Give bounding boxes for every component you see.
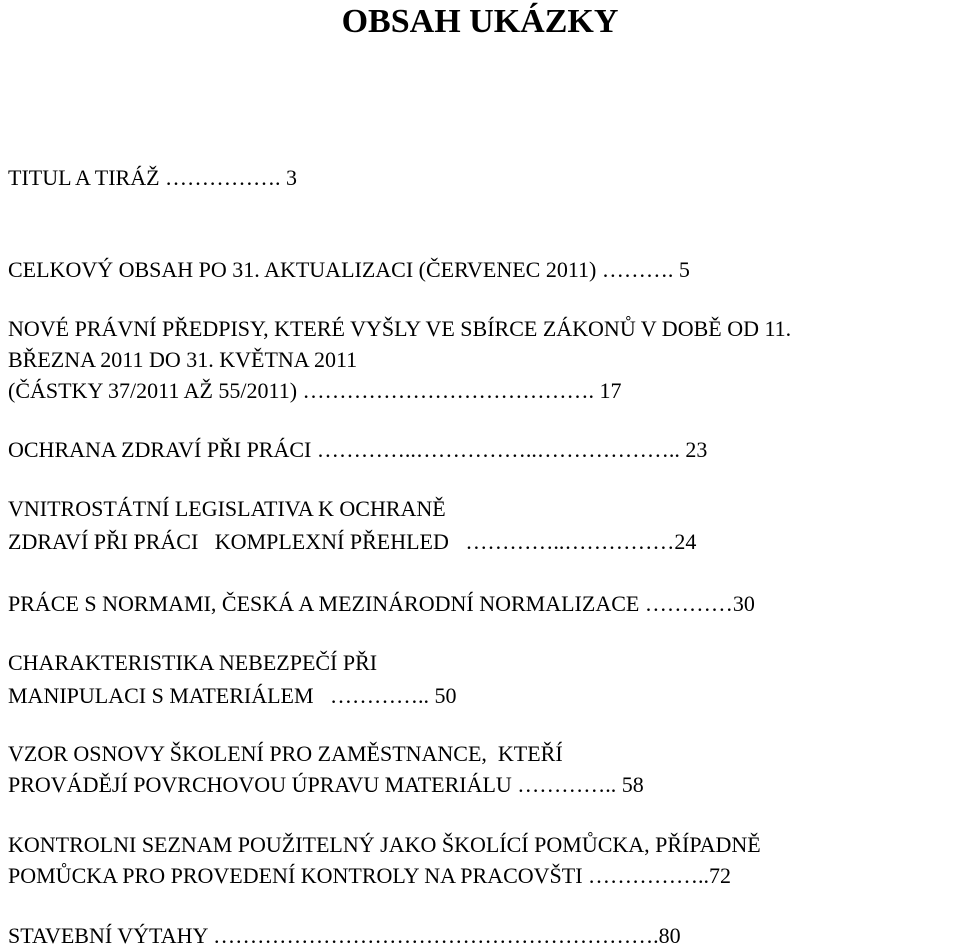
toc-entry-prace-s-normami: PRÁCE S NORMAMI, ČESKÁ A MEZINÁRODNÍ NORMALIZACE …………30 <box>8 591 755 616</box>
toc-entry-charakteristika-line2: MANIPULACI S MATERIÁLEM ………….. 50 <box>8 683 457 708</box>
toc-entry-stavebni-vytahy: STAVEBNÍ VÝTAHY …………………………………………………….80 <box>8 923 681 948</box>
toc-entry-vnitrostatni-line2: ZDRAVÍ PŘI PRÁCI KOMPLEXNÍ PŘEHLED …………..……………24 <box>8 529 697 554</box>
page-title: OBSAH UKÁZKY <box>341 3 619 40</box>
toc-entry-vzor-osnovy-line2: PROVÁDĚJÍ POVRCHOVOU ÚPRAVU MATERIÁLU ………….. 58 <box>8 772 644 797</box>
toc-entry-nove-predpisy-line1: NOVÉ PRÁVNÍ PŘEDPISY, KTERÉ VYŠLY VE SBÍRCE ZÁKONŮ V DOBĚ OD 11. <box>8 316 792 341</box>
toc-entry-nove-predpisy-line3: (ČÁSTKY 37/2011 AŽ 55/2011) …………………………………. 17 <box>8 378 622 403</box>
toc-entry-charakteristika-line1: CHARAKTERISTIKA NEBEZPEČÍ PŘI <box>8 650 378 675</box>
toc-entry-titul: TITUL A TIRÁŽ ……………. 3 <box>8 165 298 190</box>
toc-entry-vnitrostatni-line1: VNITROSTÁTNÍ LEGISLATIVA K OCHRANĚ <box>8 496 446 521</box>
toc-entry-ochrana-zdravi: OCHRANA ZDRAVÍ PŘI PRÁCI …………..……………..……………….. 23 <box>8 437 708 462</box>
toc-entry-vzor-osnovy-line1: VZOR OSNOVY ŠKOLENÍ PRO ZAMĚSTNANCE, KTEŘÍ <box>8 741 563 766</box>
toc-entry-kontrolni-seznam-line1: KONTROLNI SEZNAM POUŽITELNÝ JAKO ŠKOLÍCÍ POMŮCKA, PŘÍPADNĚ <box>8 832 761 857</box>
toc-entry-nove-predpisy-line2: BŘEZNA 2011 DO 31. KVĚTNA 2011 <box>8 347 358 372</box>
toc-entry-celkovy-obsah: CELKOVÝ OBSAH PO 31. AKTUALIZACI (ČERVENEC 2011) ………. 5 <box>8 257 690 282</box>
toc-entry-kontrolni-seznam-line2: POMŮCKA PRO PROVEDENÍ KONTROLY NA PRACOVŠTI ……………..72 <box>8 863 732 888</box>
